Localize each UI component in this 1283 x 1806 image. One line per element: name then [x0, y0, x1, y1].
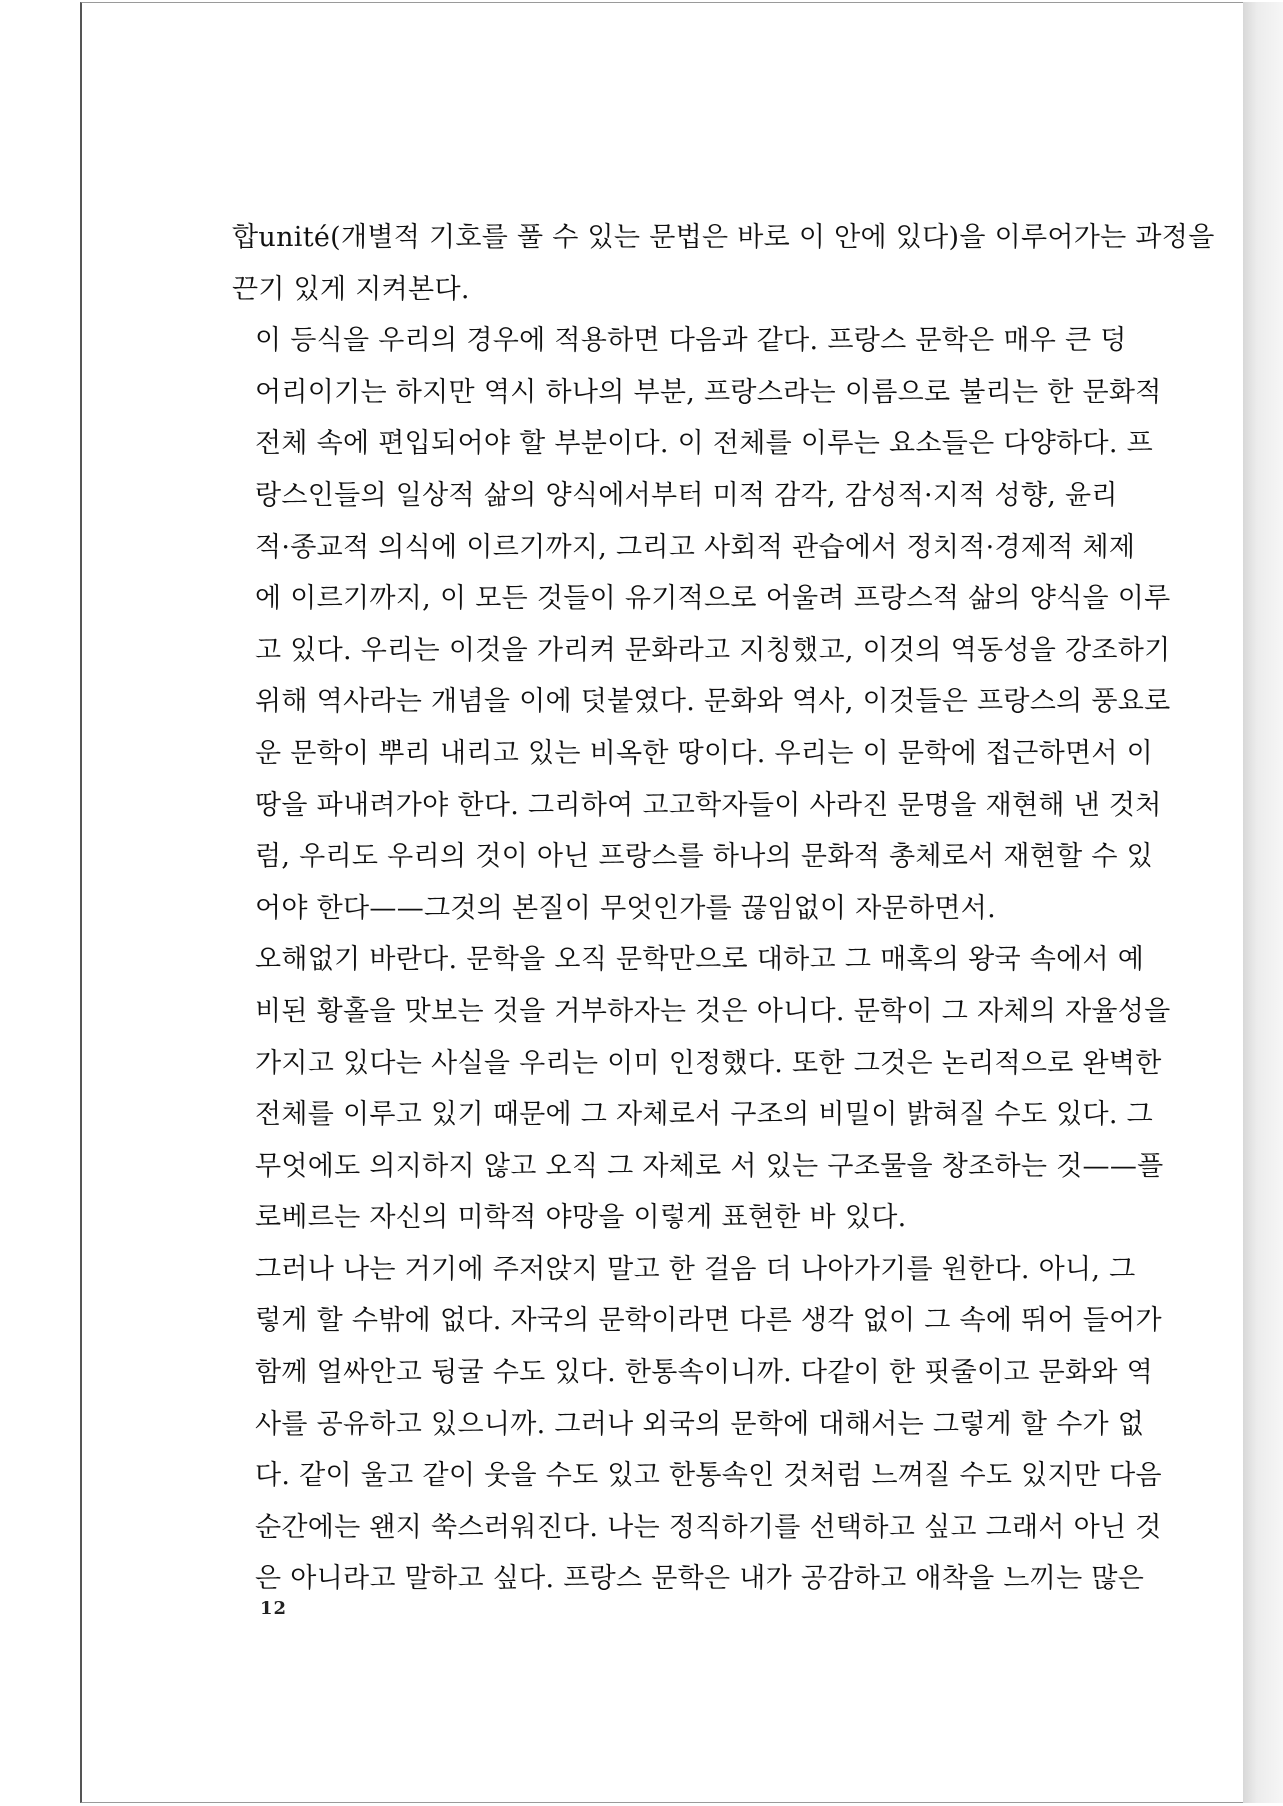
left-margin	[0, 0, 78, 1806]
text-line: 끈기 있게 지켜본다.	[232, 273, 470, 305]
paragraph	[232, 1244, 1162, 1605]
text-line: 비된 황홀을 맛보는 것을 거부하자는 것은 아니다. 문학이 그 자체의 자율성을	[255, 995, 1171, 1027]
text-line: 무엇에도 의지하지 않고 오직 그 자체로 서 있는 구조물을 창조하는 것——플	[255, 1150, 1164, 1182]
text-line: 전체를 이루고 있기 때문에 그 자체로서 구조의 비밀이 밝혀질 수도 있다. 그	[255, 1099, 1154, 1131]
text-line: 에 이르기까지, 이 모든 것들이 유기적으로 어울려 프랑스적 삶의 양식을 이루	[255, 583, 1171, 615]
paragraph	[232, 934, 1171, 1244]
text-line: 땅을 파내려가야 한다. 그리하여 고고학자들이 사라진 문명을 재현해 낸 것처	[255, 789, 1162, 821]
paragraph	[232, 212, 1215, 315]
text-line: 어리이기는 하지만 역시 하나의 부분, 프랑스라는 이름으로 불리는 한 문화적	[255, 376, 1162, 408]
page-edge-shadow	[1243, 2, 1283, 1803]
text-line: 함께 얼싸안고 뒹굴 수도 있다. 한통속이니까. 다같이 한 핏줄이고 문화와 역	[255, 1357, 1154, 1389]
text-line: 그러나 나는 거기에 주저앉지 말고 한 걸음 더 나아가기를 원한다. 아니, 그	[255, 1253, 1136, 1285]
text-line: 고 있다. 우리는 이것을 가리켜 문화라고 지칭했고, 이것의 역동성을 강조하기	[255, 634, 1171, 666]
text-line: 사를 공유하고 있으니까. 그러나 외국의 문학에 대해서는 그렇게 할 수가 없	[255, 1408, 1145, 1440]
page-number: 12	[260, 1598, 288, 1619]
text-line: 어야 한다——그것의 본질이 무엇인가를 끊임없이 자문하면서.	[255, 892, 997, 924]
text-line: 순간에는 왠지 쑥스러워진다. 나는 정직하기를 선택하고 싶고 그래서 아닌 것	[255, 1511, 1162, 1543]
body-text	[232, 212, 1215, 1605]
text-line: 은 아니라고 말하고 싶다. 프랑스 문학은 내가 공감하고 애착을 느끼는 많은	[255, 1563, 1145, 1595]
text-line: 위해 역사라는 개념을 이에 덧붙였다. 문화와 역사, 이것들은 프랑스의 풍요로	[255, 686, 1171, 718]
text-line: 럼, 우리도 우리의 것이 아닌 프랑스를 하나의 문화적 총체로서 재현할 수 있	[255, 841, 1154, 873]
text-line: 렇게 할 수밖에 없다. 자국의 문학이라면 다른 생각 없이 그 속에 뛰어 들어가	[255, 1305, 1162, 1337]
text-line: 전체 속에 편입되어야 할 부분이다. 이 전체를 이루는 요소들은 다양하다. 프	[255, 428, 1154, 460]
paragraph	[232, 315, 1171, 934]
text-line: 적·종교적 의식에 이르기까지, 그리고 사회적 관습에서 정치적·경제적 체제	[255, 531, 1136, 563]
text-line: 이 등식을 우리의 경우에 적용하면 다음과 같다. 프랑스 문학은 매우 큰 덩	[255, 325, 1127, 357]
text-line: 운 문학이 뿌리 내리고 있는 비옥한 땅이다. 우리는 이 문학에 접근하면서 이	[255, 737, 1154, 769]
text-line: 로베르는 자신의 미학적 야망을 이렇게 표현한 바 있다.	[255, 1202, 907, 1234]
text-line: 오해없기 바란다. 문학을 오직 문학만으로 대하고 그 매혹의 왕국 속에서 예	[255, 944, 1145, 976]
text-line: 가지고 있다는 사실을 우리는 이미 인정했다. 또한 그것은 논리적으로 완벽한	[255, 1047, 1162, 1079]
text-line: 다. 같이 울고 같이 웃을 수도 있고 한통속인 것처럼 느껴질 수도 있지만 다음	[255, 1460, 1162, 1492]
text-line: 랑스인들의 일상적 삶의 양식에서부터 미적 감각, 감성적·지적 성향, 윤리	[255, 479, 1118, 511]
text-line: 합unité(개별적 기호를 풀 수 있는 문법은 바로 이 안에 있다)을 이루어가는 과정을	[232, 222, 1215, 253]
